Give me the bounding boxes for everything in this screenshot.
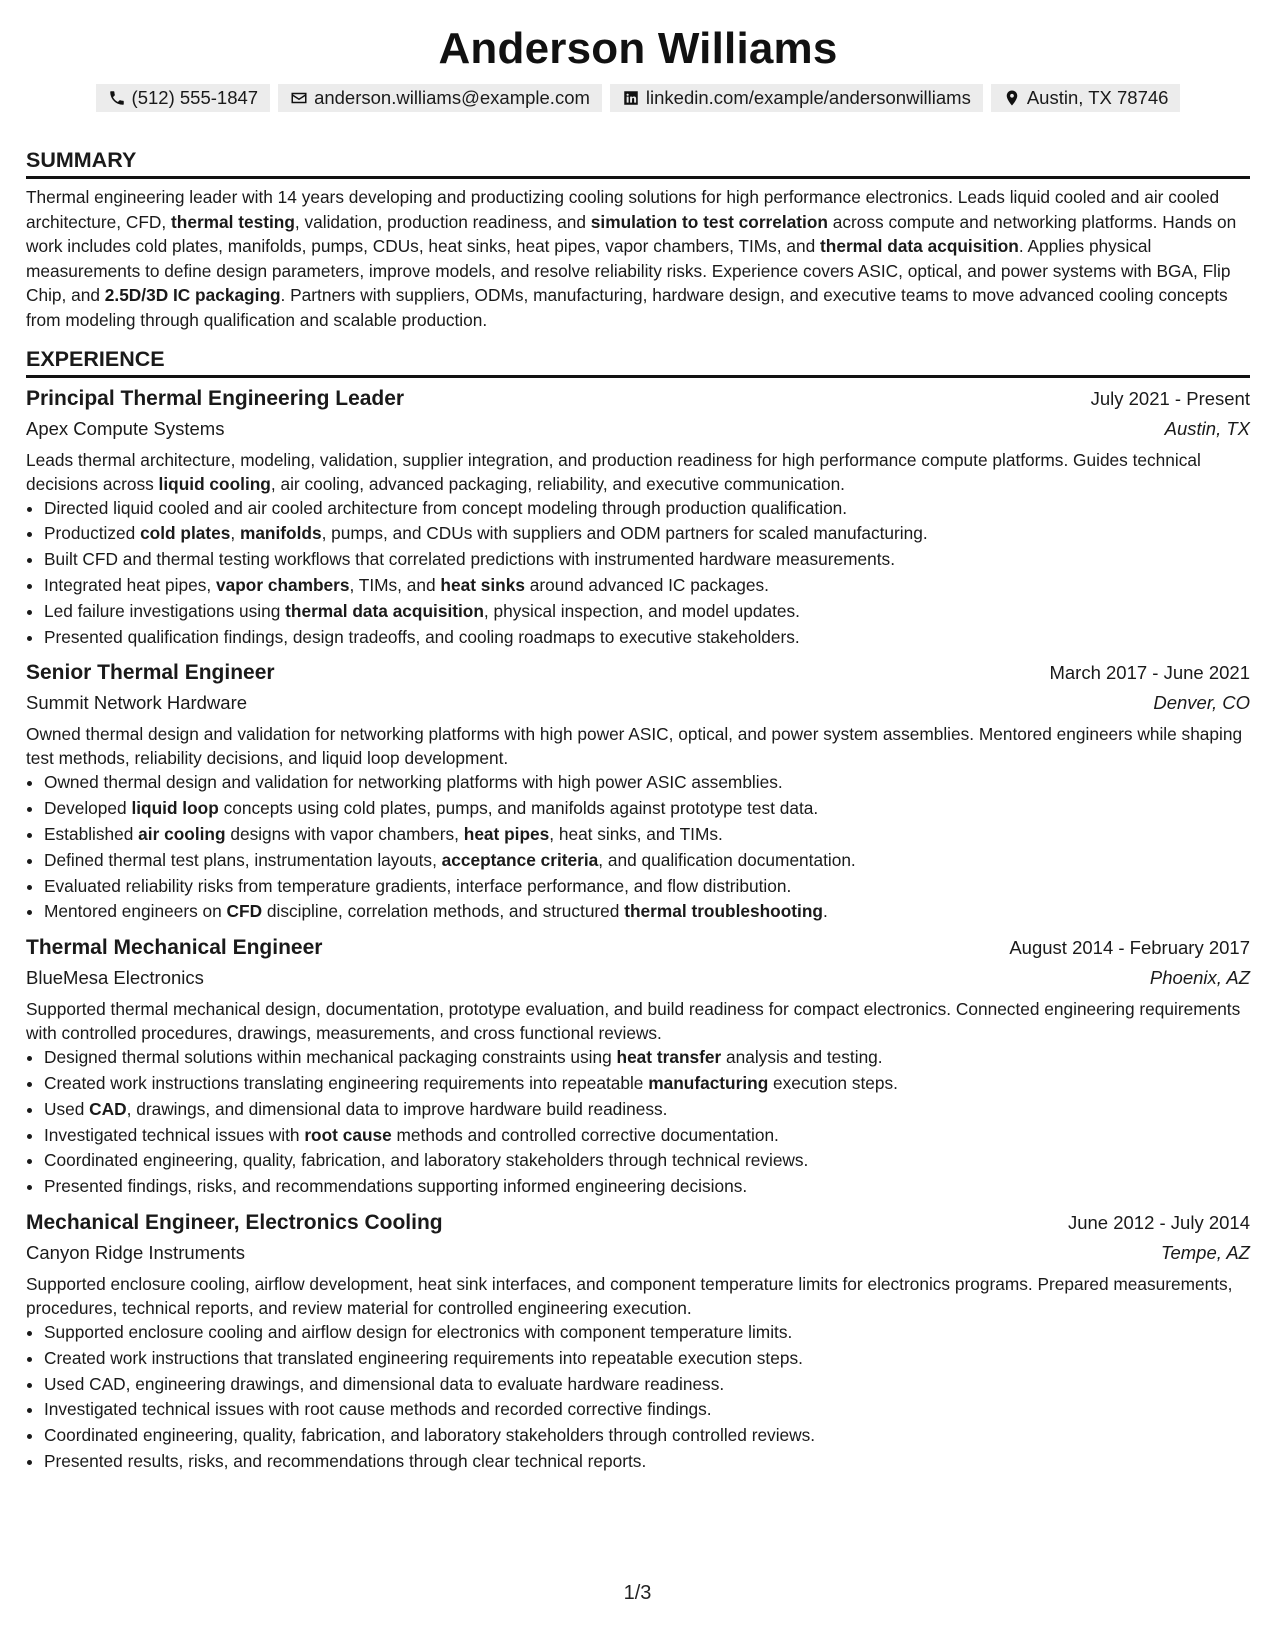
job-bullet-run-text: execution steps. (768, 1072, 898, 1093)
job-bullet-run-text: Productized (44, 523, 141, 544)
job-title-row (26, 1208, 1250, 1238)
resume-page (26, 20, 1250, 1483)
job-bullet (44, 1346, 1250, 1372)
job-bullet-run-bold: heat pipes (463, 823, 550, 844)
summary-run-text: Thermal engineering leader with 14 years developing and productizing cooling solutions for high performance electronics. Leads liquid cooled and air cooled architecture, CFD, (26, 187, 1220, 232)
job-bullet-run-text: Coordinated engineering, quality, fabrication, and laboratory stakeholders through controlled reviews. (44, 1425, 816, 1446)
job-bullet-run-text: Presented findings, risks, and recommendations supporting informed engineering decisions. (44, 1176, 748, 1197)
job-company-row (26, 414, 1250, 444)
job-bullet-run-text: Developed (44, 798, 132, 819)
job-description-run-text: Supported enclosure cooling, airflow development, heat sink interfaces, and component temperature limits for electronics programs. Prepared measurements, procedures, technical reports, and review material for controlled engineering execution. (26, 1273, 1233, 1318)
job-bullet (44, 1320, 1250, 1346)
job-description (26, 1272, 1250, 1320)
job-bullet (44, 1372, 1250, 1398)
job-bullet-run-bold: root cause (304, 1124, 392, 1145)
job-company-row (26, 1238, 1250, 1268)
job-company: BlueMesa Electronics (26, 967, 204, 989)
job-bullet (44, 599, 1250, 625)
job-bullet-run-text: Owned thermal design and validation for networking platforms with high power ASIC assemblies. (44, 772, 783, 793)
job-bullet-run-text: , TIMs, and (349, 574, 441, 595)
job-bullet-run-bold: air cooling (138, 823, 226, 844)
job-company: Apex Compute Systems (26, 417, 225, 439)
job-bullet-run-text: Coordinated engineering, quality, fabrication, and laboratory stakeholders through technical reviews. (44, 1150, 809, 1171)
envelope-icon (290, 89, 308, 107)
map-pin-icon (1003, 89, 1021, 107)
job-bullet-list (26, 496, 1250, 651)
contact-linkedin[interactable] (610, 84, 983, 112)
job-bullet-run-text: concepts using cold plates, pumps, and manifolds against prototype test data. (218, 798, 819, 819)
job-bullet-run-bold: manufacturing (648, 1072, 769, 1093)
summary-run-text: . Partners with suppliers, ODMs, manufacturing, hardware design, and executive teams to move advanced cooling concepts from modeling through qualification and scalable production. (26, 285, 1228, 330)
job-entry (26, 933, 1250, 1200)
job-bullet (44, 822, 1250, 848)
job-bullet-run-text: , drawings, and dimensional data to improve hardware build readiness. (126, 1098, 668, 1119)
job-company: Summit Network Hardware (26, 692, 248, 714)
job-title: Mechanical Engineer, Electronics Cooling (26, 1210, 443, 1234)
summary-run-bold: 2.5D/3D IC packaging (104, 285, 281, 306)
job-description (26, 997, 1250, 1045)
job-bullet-run-bold: heat sinks (440, 574, 525, 595)
job-bullet (44, 547, 1250, 573)
job-bullet-list (26, 770, 1250, 925)
phone-icon (108, 89, 126, 107)
experience-heading: EXPERIENCE (26, 347, 1250, 378)
job-bullet-run-bold: manifolds (239, 523, 322, 544)
job-description-run-text: Leads thermal architecture, modeling, validation, supplier integration, and production readiness for high performance compute platforms. Guides technical decisions across (26, 449, 1201, 494)
contact-linkedin-text: linkedin.com/example/andersonwilliams (645, 87, 971, 108)
job-title: Thermal Mechanical Engineer (26, 936, 323, 960)
job-title-row (26, 933, 1250, 963)
job-description (26, 722, 1250, 770)
job-title-row (26, 658, 1250, 688)
job-bullet (44, 848, 1250, 874)
job-bullet-run-bold: CFD (226, 901, 263, 922)
job-bullet-run-text: Presented qualification findings, design tradeoffs, and cooling roadmaps to executive stakeholders. (44, 626, 800, 647)
job-bullet-run-text: Used (44, 1098, 90, 1119)
job-location: Tempe, AZ (1160, 1241, 1250, 1263)
job-bullet (44, 1397, 1250, 1423)
job-bullet (44, 496, 1250, 522)
job-bullet (44, 1097, 1250, 1123)
job-bullet (44, 1071, 1250, 1097)
job-bullet (44, 1449, 1250, 1475)
job-bullet-run-text: Directed liquid cooled and air cooled architecture from concept modeling through production qualification. (44, 497, 848, 518)
summary-run-text: across compute and networking platforms. Hands on work includes cold plates, manifolds, pumps, CDUs, heat sinks, heat pipes, vapor chambers, TIMs, and (26, 211, 1237, 257)
job-dates: March 2017 - June 2021 (1049, 662, 1250, 684)
job-bullet (44, 625, 1250, 651)
job-bullet-run-text: Led failure investigations using (44, 600, 286, 621)
experience-list (26, 384, 1250, 1475)
job-bullet-run-text: discipline, correlation methods, and structured (262, 901, 625, 922)
job-title: Senior Thermal Engineer (26, 661, 275, 685)
job-bullet (44, 1123, 1250, 1149)
summary-run-text: , validation, production readiness, and (294, 211, 591, 232)
job-bullet-run-text: . (822, 901, 828, 922)
job-bullet-run-text: Defined thermal test plans, instrumentation layouts, (44, 849, 442, 870)
job-bullet-list (26, 1320, 1250, 1475)
contact-location-text: Austin, TX 78746 (1026, 87, 1169, 108)
summary-text (26, 185, 1250, 333)
job-bullet (44, 1045, 1250, 1071)
job-bullet-run-text: designs with vapor chambers, (225, 823, 464, 844)
job-bullet-run-text: Mentored engineers on (44, 901, 227, 922)
job-bullet-list (26, 1045, 1250, 1200)
job-bullet (44, 899, 1250, 925)
job-bullet (44, 796, 1250, 822)
job-bullet (44, 521, 1250, 547)
job-bullet-run-bold: cold plates (140, 523, 231, 544)
job-bullet-run-text: analysis and testing. (721, 1047, 883, 1068)
job-bullet (44, 874, 1250, 900)
job-location: Austin, TX (1164, 417, 1250, 439)
job-description-run-bold: liquid cooling (158, 473, 271, 494)
job-bullet-run-text: Investigated technical issues with root cause methods and recorded corrective findings. (44, 1399, 712, 1420)
contact-email[interactable] (278, 84, 602, 112)
job-bullet (44, 770, 1250, 796)
job-company-row (26, 963, 1250, 993)
job-bullet (44, 573, 1250, 599)
job-description-run-text: Supported thermal mechanical design, documentation, prototype evaluation, and build readiness for compact electronics. Connected engineering requirements with controlled procedures, drawings, measurements, and cross functional reviews. (26, 999, 1241, 1044)
contact-location (991, 84, 1181, 112)
job-bullet-run-text: Built CFD and thermal testing workflows that correlated predictions with instrumented hardware measurements. (44, 549, 895, 570)
job-entry (26, 384, 1250, 651)
job-description-run-text: , air cooling, advanced packaging, reliability, and executive communication. (270, 473, 845, 494)
job-bullet-run-text: Established (44, 823, 139, 844)
linkedin-icon (622, 89, 640, 107)
job-bullet-run-bold: acceptance criteria (441, 849, 599, 870)
job-bullet-run-text: methods and controlled corrective documentation. (391, 1124, 779, 1145)
summary-run-text: . Applies physical measurements to define design parameters, improve models, and resolve reliability risks. Experience covers ASIC, optical, and power systems with BGA, Flip Chip, and (26, 236, 1231, 306)
summary-run-bold: thermal testing (171, 211, 295, 232)
contact-email-text: anderson.williams@example.com (314, 87, 590, 108)
job-bullet-run-text: Presented results, risks, and recommendations through clear technical reports. (44, 1450, 647, 1471)
job-bullet-run-text: Created work instructions translating engineering requirements into repeatable (44, 1072, 649, 1093)
job-bullet-run-text: , heat sinks, and TIMs. (549, 823, 723, 844)
job-bullet-run-text: Designed thermal solutions within mechanical packaging constraints using (44, 1047, 617, 1068)
job-bullet (44, 1148, 1250, 1174)
candidate-name: Anderson Williams (438, 24, 838, 73)
job-bullet-run-text: , pumps, and CDUs with suppliers and ODM partners for scaled manufacturing. (321, 523, 928, 544)
job-bullet-run-text: Used CAD, engineering drawings, and dimensional data to evaluate hardware readiness. (44, 1373, 725, 1394)
job-entry (26, 658, 1250, 925)
job-bullet-run-text: , physical inspection, and model updates. (483, 600, 800, 621)
contact-phone-text: (512) 555-1847 (131, 87, 259, 108)
job-bullet-run-text: Created work instructions that translated engineering requirements into repeatable execution steps. (44, 1347, 803, 1368)
job-bullet-run-text: Supported enclosure cooling and airflow design for electronics with component temperature limits. (44, 1321, 793, 1342)
summary-heading: SUMMARY (26, 148, 1250, 179)
page-number: 1/3 (623, 1582, 652, 1604)
job-bullet-run-bold: thermal data acquisition (285, 600, 484, 621)
job-bullet-run-text: around advanced IC packages. (524, 574, 769, 595)
job-bullet-run-text: Integrated heat pipes, (44, 574, 216, 595)
contact-bar (26, 84, 1250, 112)
job-company-row (26, 688, 1250, 718)
job-company: Canyon Ridge Instruments (26, 1241, 246, 1263)
job-title: Principal Thermal Engineering Leader (26, 386, 405, 410)
job-bullet-run-bold: vapor chambers (215, 574, 350, 595)
job-bullet-run-bold: heat transfer (616, 1047, 722, 1068)
job-dates: August 2014 - February 2017 (1009, 937, 1250, 959)
job-bullet-run-bold: thermal troubleshooting (624, 901, 823, 922)
job-bullet (44, 1423, 1250, 1449)
job-bullet-run-text: Investigated technical issues with (44, 1124, 305, 1145)
job-description-run-text: Owned thermal design and validation for networking platforms with high power ASIC, optical, and power system assemblies. Mentored engineers while shaping test methods, reliability decisions, and liquid loop development. (26, 724, 1243, 769)
job-bullet-run-bold: CAD (89, 1098, 127, 1119)
summary-run-bold: thermal data acquisition (820, 236, 1019, 257)
job-bullet-run-text: , and qualification documentation. (598, 849, 856, 870)
job-location: Phoenix, AZ (1149, 967, 1250, 989)
job-bullet-run-text: Evaluated reliability risks from temperature gradients, interface performance, and flow distribution. (44, 875, 792, 896)
job-dates: June 2012 - July 2014 (1067, 1211, 1250, 1233)
job-title-row (26, 384, 1250, 414)
job-bullet-run-bold: liquid loop (131, 798, 219, 819)
job-dates: July 2021 - Present (1090, 387, 1250, 409)
job-bullet-run-text: , (230, 523, 240, 544)
job-bullet (44, 1174, 1250, 1200)
job-entry (26, 1208, 1250, 1475)
contact-phone (96, 84, 271, 112)
job-location: Denver, CO (1153, 692, 1250, 714)
summary-run-bold: simulation to test correlation (590, 211, 828, 232)
job-description (26, 448, 1250, 496)
